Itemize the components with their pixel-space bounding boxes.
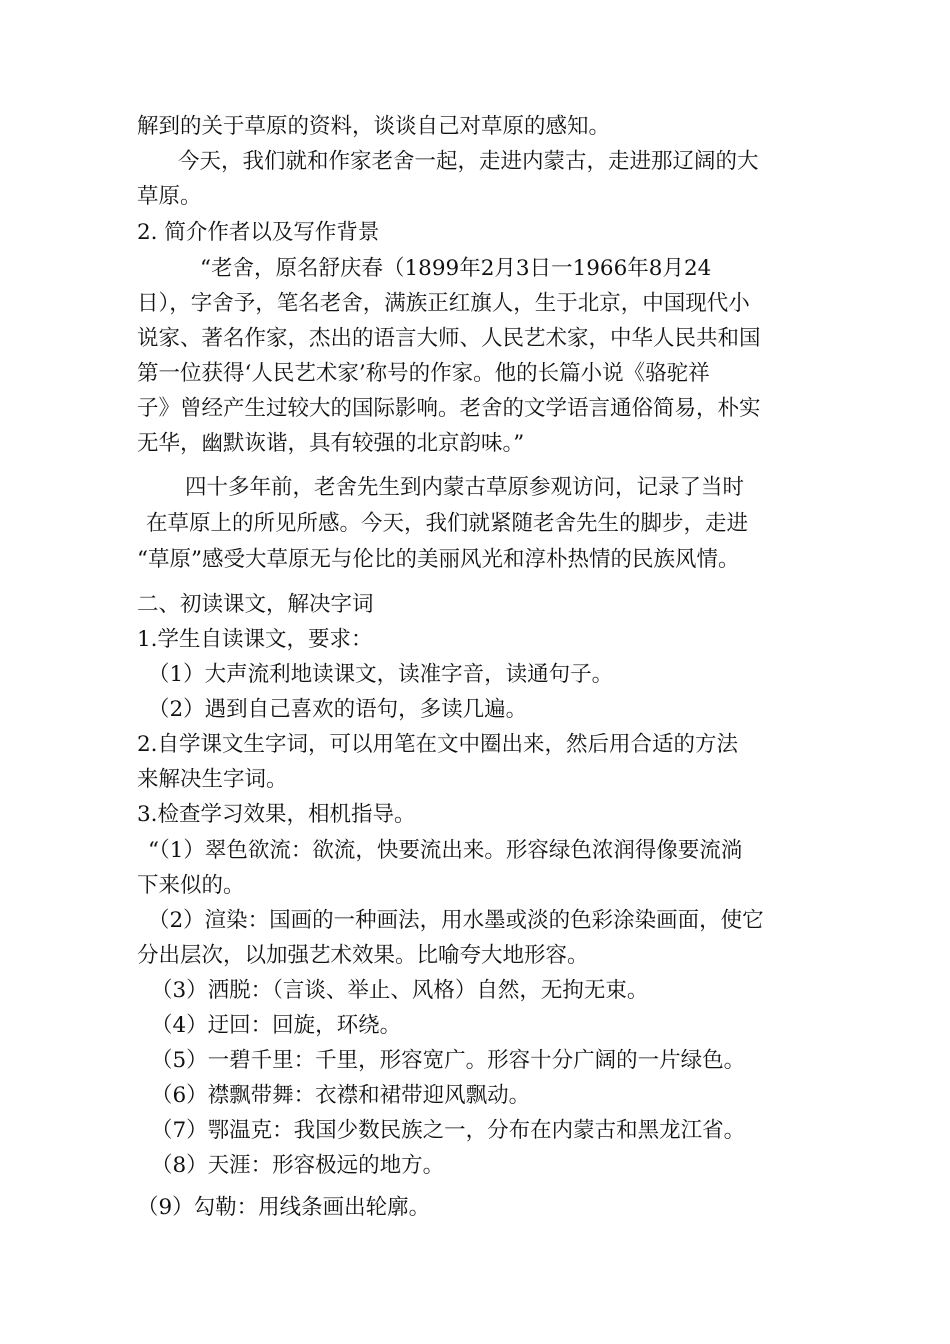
text-line-12: 在草原上的所见所感。今天，我们就紧随老舍先生的脚步，走进	[146, 511, 749, 536]
text-line-2: 今天，我们就和作家老舍一起，走进内蒙古，走进那辽阔的大	[178, 149, 759, 174]
vocab-item-8: （8）天涯：形容极远的地方。	[151, 1153, 445, 1178]
text-line-15: 1.学生自读课文，要求：	[137, 627, 373, 652]
text-line-6: 日），字舍予，笔名老舍，满族正红旗人，生于北京，中国现代小	[137, 291, 750, 316]
text-line-19: 来解决生字词。	[137, 767, 288, 792]
text-line-3: 草原。	[137, 184, 202, 209]
list-item-2: （2）遇到自己喜欢的语句，多读几遍。	[148, 697, 528, 722]
text-line-9: 子》曾经产生过较大的国际影响。老舍的文学语言通俗简易，朴实	[137, 396, 761, 421]
text-line-13: “草原”感受大草原无与伦比的美丽风光和淳朴热情的民族风情。	[137, 547, 740, 572]
section-heading-reading: 二、初读课文，解决字词	[137, 592, 374, 617]
vocab-item-2: （2）渲染：国画的一种画法，用水墨或淡的色彩涂染画面，使它	[148, 908, 764, 933]
section-heading-author: 2. 简介作者以及写作背景	[137, 220, 380, 245]
text-line-10: 无华，幽默诙谐，具有较强的北京韵味。”	[137, 431, 525, 456]
vocab-item-4: （4）迂回：回旋，环绕。	[151, 1013, 402, 1038]
vocab-item-3: （3）洒脱：（言谈、举止、风格）自然，无拘无束。	[151, 978, 649, 1003]
text-line-1: 解到的关于草原的资料，谈谈自己对草原的感知。	[137, 114, 611, 139]
vocab-item-5: （5）一碧千里：千里，形容宽广。形容十分广阔的一片绿色。	[151, 1048, 746, 1073]
text-line-18: 2.自学课文生字词，可以用笔在文中圈出来，然后用合适的方法	[137, 732, 739, 757]
vocab-item-9: （9）勾勒：用线条画出轮廓。	[137, 1195, 431, 1220]
text-line-8: 第一位获得‘人民艺术家’称号的作家。他的长篇小说《骆驼祥	[137, 361, 710, 386]
text-line-7: 说家、著名作家，杰出的语言大师、人民艺术家，中华人民共和国	[137, 326, 761, 351]
list-item-1: （1）大声流利地读课文，读准字音，读通句子。	[148, 662, 614, 687]
vocab-item-1-cont: 下来似的。	[137, 873, 245, 898]
text-line-20: 3.检查学习效果，相机指导。	[137, 802, 416, 827]
vocab-item-6: （6）襟飘带舞：衣襟和裙带迎风飘动。	[151, 1083, 531, 1108]
vocab-item-1: “（1）翠色欲流：欲流，快要流出来。形容绿色浓润得像要流淌	[148, 838, 743, 863]
text-line-5: “老舍，原名舒庆春（1899年2月3日一1966年8月24	[200, 256, 712, 281]
text-line-11: 四十多年前，老舍先生到内蒙古草原参观访问，记录了当时	[185, 475, 745, 500]
vocab-item-7: （7）鄂温克：我国少数民族之一，分布在内蒙古和黑龙江省。	[151, 1118, 746, 1143]
vocab-item-2-cont: 分出层次，以加强艺术效果。比喻夸大地形容。	[137, 943, 589, 968]
